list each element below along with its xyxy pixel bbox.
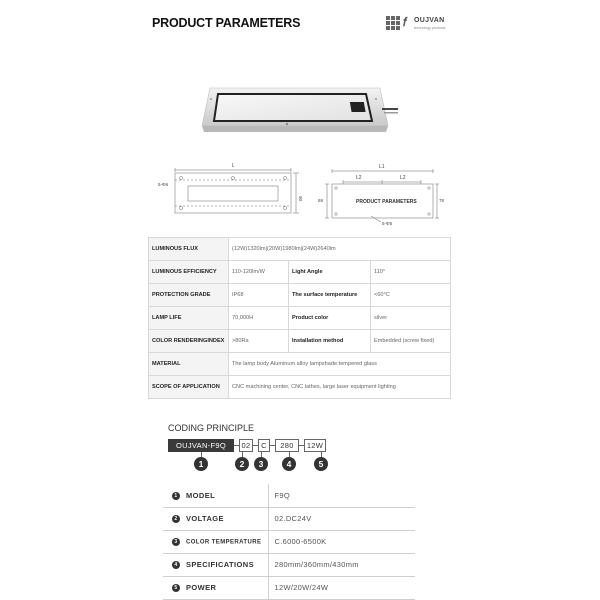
dimension-drawing-right	[316, 160, 446, 226]
brand-logo	[386, 14, 456, 36]
row-number: 2	[172, 515, 180, 523]
product-lamp-image	[190, 86, 400, 142]
code-number-5: 5	[314, 457, 328, 471]
brand-subtitle: technology products	[414, 26, 446, 30]
logo-grid-icon	[386, 16, 400, 30]
spec-label: Product color	[289, 307, 371, 330]
dim-l2-left-label: L2	[356, 175, 362, 181]
code-part-color-temp: C	[258, 439, 270, 452]
code-number-4: 4	[282, 457, 296, 471]
page-title: PRODUCT PARAMETERS	[152, 16, 301, 30]
spec-value: silver	[371, 307, 451, 330]
row-number: 3	[172, 538, 180, 546]
spec-value: 110-120lm/W	[229, 261, 289, 284]
code-part-power: 12W	[304, 439, 326, 452]
row-value: 12W/20W/24W	[268, 576, 415, 599]
code-number-3: 3	[254, 457, 268, 471]
table-row	[149, 261, 451, 284]
table-row	[149, 353, 451, 376]
spec-label: SCOPE OF APPLICATION	[149, 376, 229, 399]
dimension-drawing-left	[154, 156, 304, 218]
row-value: F9Q	[268, 484, 415, 507]
row-value: C.6000-6500K	[268, 530, 415, 553]
table-row	[163, 553, 415, 576]
dim-height-right-label: 78	[439, 198, 445, 203]
row-label: VOLTAGE	[186, 513, 224, 523]
row-label: SPECIFICATIONS	[186, 559, 254, 569]
spec-value: >80Ra	[229, 330, 289, 353]
row-number: 5	[172, 584, 180, 592]
spec-table	[148, 237, 451, 399]
spec-label: LUMINOUS FLUX	[149, 238, 229, 261]
table-row	[149, 376, 451, 399]
spec-value: IP68	[229, 284, 289, 307]
spec-label: MATERIAL	[149, 353, 229, 376]
dim-l2-right-label: L2	[400, 175, 406, 181]
code-part-voltage: 02	[239, 439, 253, 452]
spec-value: 110°	[371, 261, 451, 284]
dim-length-label: L	[232, 163, 235, 169]
coding-table	[163, 484, 415, 600]
inner-label: PRODUCT PARAMETERS	[356, 199, 417, 205]
row-value: 02.DC24V	[268, 507, 415, 530]
spec-label: Installation method	[289, 330, 371, 353]
row-number: 4	[172, 561, 180, 569]
spec-value: 70,000H	[229, 307, 289, 330]
row-value: 280mm/360mm/430mm	[268, 553, 415, 576]
row-label: POWER	[186, 582, 217, 592]
code-number-2: 2	[235, 457, 249, 471]
row-label: COLOR TEMPERATURE	[186, 539, 262, 546]
spec-value: The lamp body Aluminum alloy lampshade:tempered glass	[229, 353, 451, 376]
spec-label: Light Angle	[289, 261, 371, 284]
row-number: 1	[172, 492, 180, 500]
code-row	[168, 438, 326, 452]
spec-value: Embedded (screw fixed)	[371, 330, 451, 353]
spec-label: LUMINOUS EFFICIENCY	[149, 261, 229, 284]
table-row	[163, 484, 415, 507]
spec-label: COLOR RENDERINGINDEX	[149, 330, 229, 353]
code-number-1: 1	[194, 457, 208, 471]
hole-label-right: 5-Φ5	[382, 221, 393, 226]
table-row	[163, 507, 415, 530]
table-row	[149, 307, 451, 330]
spec-value: <60°C	[371, 284, 451, 307]
table-row	[149, 284, 451, 307]
dim-height-label: 90	[298, 196, 303, 202]
spec-label: LAMP LIFE	[149, 307, 229, 330]
code-part-model: OUJVAN-F9Q	[168, 439, 234, 452]
hole-label: 5-Φ6	[158, 182, 169, 187]
coding-title: CODING PRINCIPLE	[168, 423, 255, 433]
logo-mark: 𝑓	[403, 15, 407, 29]
brand-name: OUJVAN	[414, 17, 445, 24]
table-row	[149, 238, 451, 261]
spec-label: The surface temperature	[289, 284, 371, 307]
dim-l1-label: L1	[379, 164, 385, 170]
table-row	[163, 576, 415, 599]
table-row	[163, 530, 415, 553]
code-part-spec: 280	[275, 439, 299, 452]
spec-label: PROTECTION GRADE	[149, 284, 229, 307]
row-label: MODEL	[186, 490, 216, 500]
dim-height-left-label: 69	[318, 198, 324, 203]
table-row	[149, 330, 451, 353]
spec-value: CNC machining center, CNC lathes, large laser equipment lighting	[229, 376, 451, 399]
spec-value: (12W)1320lm|(20W)1980lm|(24W)2640lm	[229, 238, 451, 261]
